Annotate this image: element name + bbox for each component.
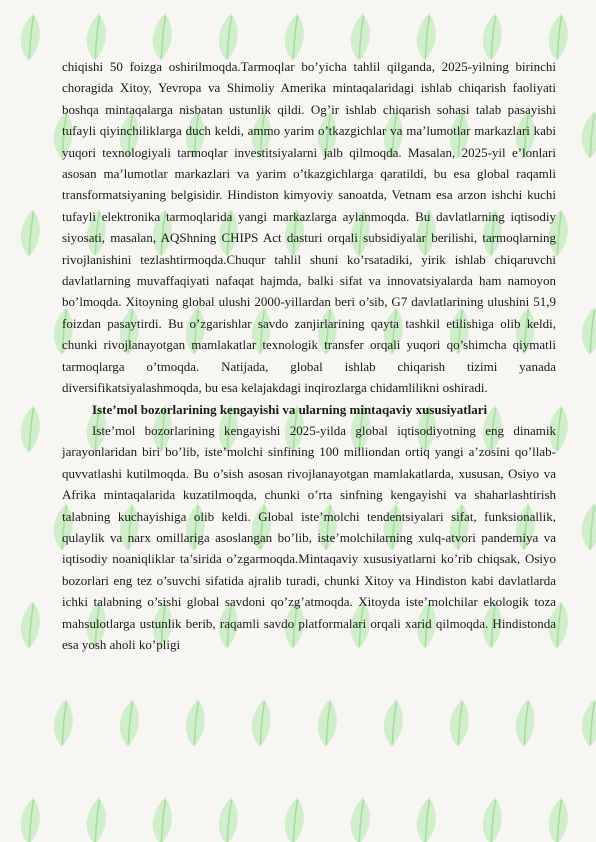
green-leaf-watermark-icon: [3, 792, 58, 842]
green-leaf-watermark-icon: [465, 792, 520, 842]
green-leaf-watermark-icon: [3, 204, 58, 261]
green-leaf-watermark-icon: [69, 792, 124, 842]
green-leaf-watermark-icon: [300, 694, 355, 751]
paragraph-intro-continued: chiqishi 50 foizga oshirilmoqda.Tarmoqlar bo’yicha tahlil qilganda, 2025-yilning birinchi choragida Xitoy, Yevropa va Shimoliy Amerika mintaqalaridagi ishlab chiqarish faoliyati boshqa mintaqalarga nisbatan ustunlik qildi. Og’ir ishlab chiqarish sohasi talab pasayishi tufayli qiyinchiliklarga duch keldi, ammo yarim o’tkazgichlar va ma’lumotlar markazlari kabi yuqori texnologiyali tarmoqlar investitsiyalarni jalb qilmoqda. Masalan, 2025-yil e’lonlari asosan ma’lumotlar markazlari va yarim o’tkazgichlarga qaratildi, bu esa global raqamli transformatsiyaning belgisidir. Hindiston kimyoviy sanoatda, Vetnam esa arzon ishchi kuchi tufayli elektronika tarmoqlarida yangi markazlarga aylanmoqda. Bu davlatlarning iqtisodiy siyosati, masalan, AQShning CHIPS Act dasturi orqali subsidiyalar berilishi, tarmoqlarning rivojlanishini tezlashtirmoqda.Chuqur tahlil shuni ko’rsatadiki, yirik ishlab chiqaruvchi davlatlarning muvaffaqiyati nafaqat hajmda, balki sifat va innovatsiyalarda ham namoyon bo’lmoqda. Xitoyning global ulushi 2000-yillardan beri o’sib, G7 davlatlarining ulushini 51,9 foizdan pasaytirdi. Bu o’zgarishlar savdo zanjirlarining qayta tashkil etilishiga olib keldi, chunki rivojlanayotgan mamlakatlar texnologik transfer orqali yuqori qo’shimcha qiymatli tarmoqlarga o’tmoqda. Natijada, global ishlab chiqarish tizimi yanada diversifikatsiyalashmoqda, bu esa kelajakdagi inqirozlarga chidamlilikni oshiradi.: [62, 59, 556, 396]
paragraph-consumer-markets: Iste’mol bozorlarining kengayishi 2025-yilda global iqtisodiyotning eng dinamik jarayonlaridan biri bo’lib, iste’molchi sinfining 100 milliondan ortiq yangi a’zosini qo’llab-quvvatlashi kutilmoqda. Bu o’sish asosan rivojlanayotgan mamlakatlarda, xususan, Osiyo va Afrika mintaqalarida kuzatilmoqda, chunki o’rta sinfning kengayishi va shaharlashtirish talabning kuchayishiga olib keldi. Global iste’molchi tendentsiyalari sifat, funksionallik, qulaylik va narx omillariga asoslangan bo’lib, iste’molchilarning xulq-atvori pandemiya va iqtisodiy noaniqliklar ta’sirida o’zgarmoqda.Mintaqaviy xususiyatlarni ko’rib chiqsak, Osiyo bozorlari eng tez o’suvchi sifatida ajralib turadi, chunki Xitoy va Hindiston kabi davlatlarda ichki talabning o’sishi global savdoni qo’zg’atmoqda. Xitoyda iste’molchilar ekologik toza mahsulotlarga ustunlik berib, raqamli savdo platformalari orqali xarid qilmoqda. Hindistonda esa yosh aholi ko’pligi: [62, 422, 556, 652]
green-leaf-watermark-icon: [432, 694, 487, 751]
green-leaf-watermark-icon: [102, 694, 157, 751]
green-leaf-watermark-icon: [333, 792, 388, 842]
green-leaf-watermark-icon: [267, 792, 322, 842]
green-leaf-watermark-icon: [36, 694, 91, 751]
green-leaf-watermark-icon: [498, 694, 553, 751]
green-leaf-watermark-icon: [234, 694, 289, 751]
green-leaf-watermark-icon: [564, 106, 596, 163]
green-leaf-watermark-icon: [168, 694, 223, 751]
green-leaf-watermark-icon: [564, 302, 596, 359]
green-leaf-watermark-icon: [201, 792, 256, 842]
green-leaf-watermark-icon: [135, 792, 190, 842]
green-leaf-watermark-icon: [564, 498, 596, 555]
section-heading: Iste’mol bozorlarining kengayishi va ularning mintaqaviy xususiyatlari: [92, 401, 488, 417]
document-page: [62, 56, 556, 655]
green-leaf-watermark-icon: [564, 694, 596, 751]
green-leaf-watermark-icon: [531, 792, 586, 842]
green-leaf-watermark-icon: [366, 694, 421, 751]
green-leaf-watermark-icon: [3, 596, 58, 653]
green-leaf-watermark-icon: [3, 8, 58, 65]
green-leaf-watermark-icon: [3, 400, 58, 457]
green-leaf-watermark-icon: [399, 792, 454, 842]
